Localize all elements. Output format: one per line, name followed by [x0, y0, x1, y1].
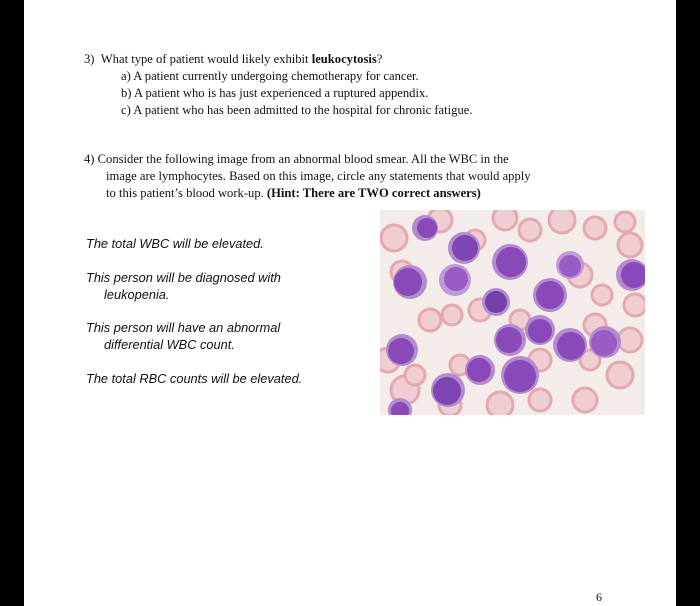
question-4: [84, 151, 604, 202]
question-3-number: 3): [84, 52, 95, 66]
statement-line: This person will have an abnormal: [86, 320, 281, 335]
question-4-number: 4): [84, 152, 95, 166]
question-4-line-2: image are lymphocytes. Based on this image, circle any statements that would apply: [106, 169, 531, 183]
question-3-option-c[interactable]: c) A patient who has been admitted to the hospital for chronic fatigue.: [121, 103, 473, 117]
statement-total-wbc-elevated[interactable]: [86, 235, 264, 252]
statement-line: leukopenia.: [104, 287, 170, 302]
question-3-option-b[interactable]: b) A patient who is has just experienced a ruptured appendix.: [121, 86, 429, 100]
statement-line: differential WBC count.: [104, 337, 235, 352]
statement-line: The total RBC counts will be elevated.: [86, 371, 303, 386]
question-3-stem-suffix: ?: [376, 52, 383, 66]
statement-leukopenia[interactable]: [86, 269, 281, 303]
statement-line: This person will be diagnosed with: [86, 270, 281, 285]
question-4-line-1: [84, 151, 604, 168]
question-3: [84, 51, 472, 119]
question-4-line-3-text: to this patient’s blood work-up.: [106, 186, 267, 200]
statement-total-rbc-elevated[interactable]: [86, 370, 302, 387]
blood-smear-image: [380, 210, 645, 415]
question-4-line-1-text: Consider the following image from an abnormal blood smear. All the WBC in the: [97, 152, 509, 166]
question-4-hint: (Hint: There are TWO correct answers): [266, 186, 481, 200]
statement-abnormal-differential[interactable]: [86, 319, 280, 353]
question-3-stem-prefix: What type of patient would likely exhibit: [100, 52, 312, 66]
question-4-line-3: [84, 185, 604, 202]
question-3-option-a[interactable]: a) A patient currently undergoing chemotherapy for cancer.: [121, 69, 419, 83]
document-page: [24, 0, 676, 606]
question-3-keyword: leukocytosis: [311, 52, 377, 66]
statement-line: The total WBC will be elevated.: [86, 236, 264, 251]
page-number: 6: [596, 590, 602, 604]
question-3-stem: [84, 51, 472, 68]
